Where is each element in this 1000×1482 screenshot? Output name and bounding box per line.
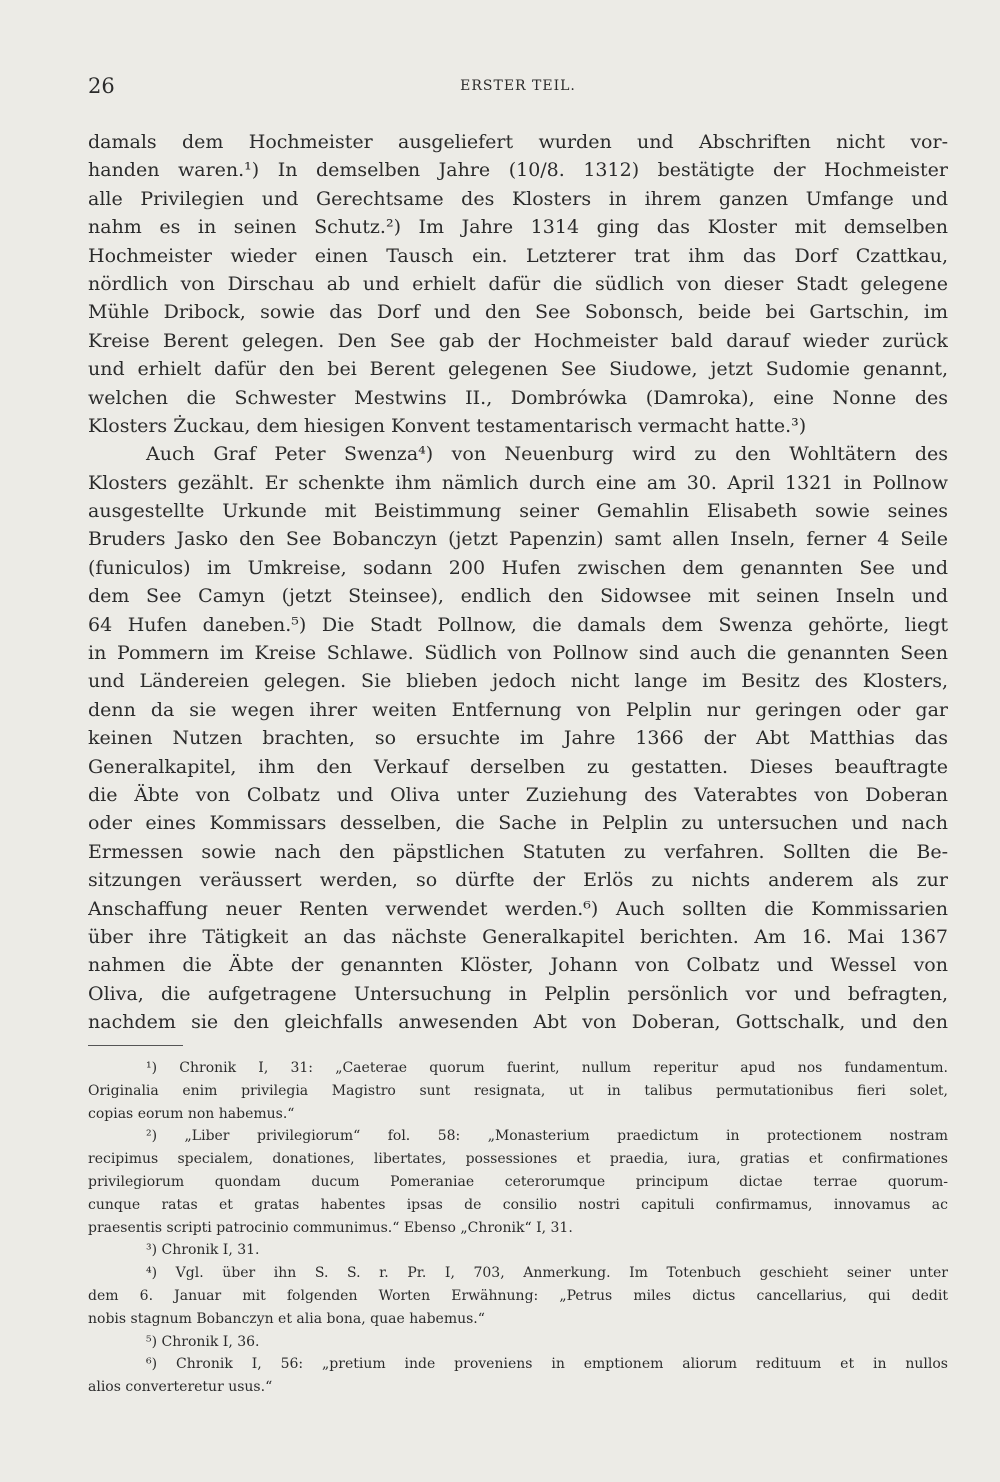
page-number: 26: [88, 74, 115, 98]
footnote-line: ³) Chronik I, 31.: [146, 1242, 260, 1259]
footnote-line: recipimus specialem, donationes, libertates, possessiones et praedia, iura, gratias et confirmationes: [88, 1151, 948, 1168]
footnote-divider: [88, 1045, 183, 1046]
body-line: Mühle Dribock, sowie das Dorf und den See Sobonsch, beide bei Gartschin, im: [88, 301, 948, 324]
body-line: nachdem sie den gleichfalls anwesenden Abt von Doberan, Gottschalk, und den: [88, 1011, 948, 1034]
footnote-line: ⁵) Chronik I, 36.: [146, 1333, 260, 1350]
page-header: [88, 74, 948, 104]
body-line: sitzungen veräussert werden, so dürfte der Erlös zu nichts anderem als zur: [88, 869, 948, 892]
footnote-line: ⁴) Vgl. über ihn S. S. r. Pr. I, 703, Anmerkung. Im Totenbuch geschieht seiner unter: [146, 1265, 948, 1282]
footnote-line: cunque ratas et gratas habentes ipsas de consilio nostri capituli confirmamus, innovamus ac: [88, 1196, 948, 1213]
body-line: Ermessen sowie nach den päpstlichen Statuten zu verfahren. Sollten die Be-: [88, 840, 948, 863]
body-line: nahmen die Äbte der genannten Klöster, Johann von Colbatz und Wessel von: [88, 954, 948, 977]
body-line: in Pommern im Kreise Schlawe. Südlich von Pollnow sind auch die genannten Seen: [88, 642, 948, 665]
body-line: Klosters gezählt. Er schenkte ihm nämlich durch eine am 30. April 1321 in Pollnow: [88, 471, 948, 494]
body-line: Oliva, die aufgetragene Untersuchung in Pelplin persönlich vor und befragten,: [88, 982, 948, 1005]
body-line: (funiculos) im Umkreise, sodann 200 Hufen zwischen dem genannten See und: [88, 556, 948, 579]
footnote-line: copias eorum non habemus.“: [88, 1105, 295, 1122]
footnote-line: ⁶) Chronik I, 56: „pretium inde proveniens in emptionem aliorum redituum et in nullos: [146, 1356, 948, 1373]
body-line: oder eines Kommissars desselben, die Sache in Pelplin zu untersuchen und nach: [88, 812, 948, 835]
body-line: nördlich von Dirschau ab und erhielt dafür die südlich von dieser Stadt gelegene: [88, 272, 948, 295]
body-line: Generalkapitel, ihm den Verkauf derselben zu gestatten. Dieses beauftragte: [88, 755, 948, 778]
running-head: ERSTER TEIL.: [460, 78, 576, 94]
body-line: keinen Nutzen brachten, so ersuchte im Jahre 1366 der Abt Matthias das: [88, 727, 948, 750]
body-line: handen waren.¹) In demselben Jahre (10/8. 1312) bestätigte der Hochmeister: [88, 159, 948, 182]
body-text: [88, 128, 948, 1037]
footnote-line: Originalia enim privilegia Magistro sunt resignata, ut in talibus permutationibus fieri solet,: [88, 1082, 948, 1099]
body-line: 64 Hufen daneben.⁵) Die Stadt Pollnow, die damals dem Swenza gehörte, liegt: [88, 613, 948, 636]
body-line: ausgestellte Urkunde mit Beistimmung seiner Gemahlin Elisabeth sowie seines: [88, 500, 948, 523]
body-line: Bruders Jasko den See Bobanczyn (jetzt Papenzin) samt allen Inseln, ferner 4 Seile: [88, 528, 948, 551]
body-line: und erhielt dafür den bei Berent gelegenen See Siudowe, jetzt Sudomie genannt,: [88, 358, 948, 381]
body-line: nahm es in seinen Schutz.²) Im Jahre 1314 ging das Kloster mit demselben: [88, 216, 948, 239]
body-line: Auch Graf Peter Swenza⁴) von Neuenburg wird zu den Wohltätern des: [146, 443, 948, 466]
body-line: die Äbte von Colbatz und Oliva unter Zuziehung des Vaterabtes von Doberan: [88, 783, 948, 806]
body-line: damals dem Hochmeister ausgeliefert wurden und Abschriften nicht vor-: [88, 131, 948, 153]
footnote-line: ²) „Liber privilegiorum“ fol. 58: „Monasterium praedictum in protectionem nostram: [146, 1128, 948, 1145]
body-line: dem See Camyn (jetzt Steinsee), endlich den Sidowsee mit seinen Inseln und: [88, 585, 948, 608]
footnote-line: privilegiorum quondam ducum Pomeraniae ceterorumque principum dictae terrae quorum-: [88, 1173, 948, 1190]
body-line: über ihre Tätigkeit an das nächste Generalkapitel berichten. Am 16. Mai 1367: [88, 925, 948, 948]
body-line: Anschaffung neuer Renten verwendet werden.⁶) Auch sollten die Kommissarien: [88, 897, 948, 920]
footnotes: [88, 1057, 948, 1399]
body-line: Kreise Berent gelegen. Den See gab der Hochmeister bald darauf wieder zurück: [88, 329, 948, 352]
footnote-line: praesentis scripti patrocinio communimus.“ Ebenso „Chronik“ I, 31.: [88, 1219, 573, 1236]
body-line: Hochmeister wieder einen Tausch ein. Letzterer trat ihm das Dorf Czattkau,: [88, 244, 948, 267]
footnote-line: nobis stagnum Bobanczyn et alia bona, quae habemus.“: [88, 1310, 485, 1327]
footnote-line: dem 6. Januar mit folgenden Worten Erwähnung: „Petrus miles dictus cancellarius, qui dedit: [88, 1287, 948, 1304]
footnote-line: alios converteretur usus.“: [88, 1379, 273, 1396]
body-line: denn da sie wegen ihrer weiten Entfernung von Pelplin nur geringen oder gar: [88, 698, 948, 721]
body-line: welchen die Schwester Mestwins II., Dombrówka (Damroka), eine Nonne des: [88, 386, 948, 409]
body-line: Klosters Żuckau, dem hiesigen Konvent testamentarisch vermacht hatte.³): [88, 414, 807, 437]
body-line: und Ländereien gelegen. Sie blieben jedoch nicht lange im Besitz des Klosters,: [88, 670, 948, 693]
footnote-line: ¹) Chronik I, 31: „Caeterae quorum fuerint, nullum reperitur apud nos fundamentum.: [146, 1060, 948, 1076]
body-line: alle Privilegien und Gerechtsame des Klosters in ihrem ganzen Umfange und: [88, 187, 948, 210]
